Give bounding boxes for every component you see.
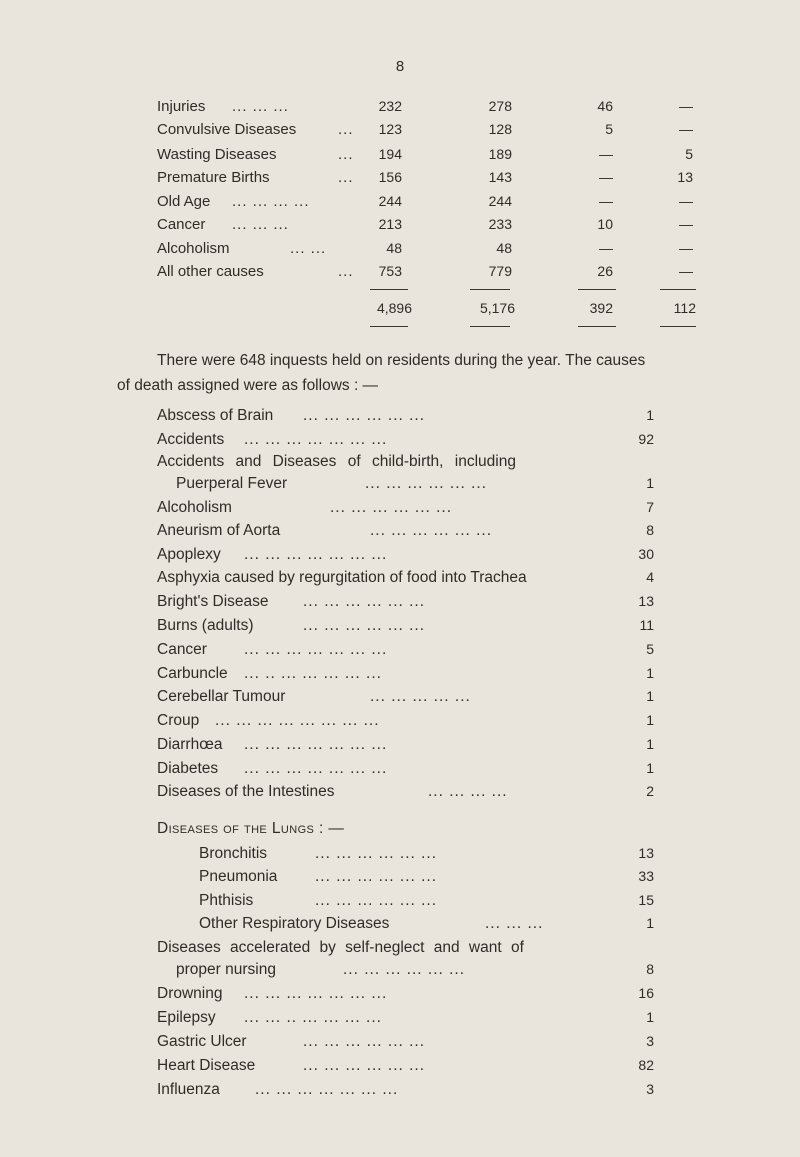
cause-count: 1 [646,712,654,728]
list-item [0,546,800,570]
list-item [0,475,800,499]
cause-count: 13 [638,845,654,861]
row-label: Premature Births [157,169,270,186]
cell: 213 [378,216,402,232]
list-item [0,783,800,807]
list-item [0,892,800,916]
total-cell: 112 [673,300,696,316]
cause-label: Bronchitis [199,845,268,862]
table-row [0,146,800,168]
cell: 156 [378,169,402,185]
cell: 244 [378,193,402,209]
total-rule [660,326,696,327]
table-row [0,263,800,285]
cell: 128 [488,121,512,137]
cause-count: 1 [646,736,654,752]
cause-label: Heart Disease [157,1057,256,1074]
leader-dots: ... ... ... ... ... ... [315,845,438,862]
cause-count: 1 [646,915,654,931]
list-item [0,688,800,712]
leader-dots: ... ... ... ... ... ... [303,617,426,634]
cell: 26 [597,263,613,279]
leader-dots: ... ... ... ... ... ... ... ... [215,712,380,729]
total-rule [660,289,696,290]
leader-dots: ... [338,263,354,280]
leader-dots: ... ... .. ... ... ... ... [244,1009,382,1026]
cause-label: Drowning [157,985,223,1002]
leader-dots: ... ... ... ... ... ... [303,407,426,424]
cause-label: Diseases accelerated by self-neglect and want of [157,939,524,956]
cause-count: 3 [646,1033,654,1049]
cause-count: 4 [646,569,654,585]
cause-label: Other Respiratory Diseases [199,915,390,932]
row-label: Injuries [157,98,206,115]
paragraph-line: of death assigned were as follows : — [117,377,379,394]
cause-label: Aneurism of Aorta [157,522,281,539]
list-item [0,1033,800,1057]
total-rule [470,289,510,290]
cause-count: 11 [639,617,654,633]
cause-count: 1 [646,665,654,681]
cause-label: Accidents [157,431,225,448]
cause-label: Bright's Disease [157,593,269,610]
cell: — [599,240,613,256]
cell: — [679,98,693,114]
table-row [0,98,800,120]
list-item [0,617,800,641]
row-label: Alcoholism [157,240,230,257]
cause-count: 1 [646,1009,654,1025]
list-item [0,915,800,939]
cell: — [679,240,693,256]
leader-dots: ... ... ... ... ... ... ... [244,760,388,777]
leader-dots: ... [338,146,354,163]
totals-row [0,300,800,322]
row-label: Convulsive Diseases [157,121,297,138]
list-item [0,736,800,760]
row-label: Cancer [157,216,206,233]
section-heading-lungs: Diseases of the Lungs : — [157,820,345,837]
table-row [0,216,800,238]
cell: 753 [378,263,402,279]
cell: 48 [496,240,512,256]
list-item [0,665,800,689]
total-rule [578,326,616,327]
cell: 10 [597,216,613,232]
cell: 779 [488,263,512,279]
total-rule [370,289,408,290]
table-row [0,169,800,191]
list-item [0,407,800,431]
cause-label: Cerebellar Tumour [157,688,286,705]
cause-count: 7 [646,499,654,515]
leader-dots: ... ... ... ... ... ... ... [244,546,388,563]
cause-label: Puerperal Fever [176,475,288,492]
cell: 48 [386,240,402,256]
paragraph-line: There were 648 inquests held on residents during the year. The causes [157,352,646,369]
leader-dots: ... ... ... ... ... ... [343,961,466,978]
cause-count: 15 [638,892,654,908]
table-row [0,193,800,215]
cause-count: 13 [638,593,654,609]
leader-dots: ... ... ... ... ... ... [365,475,488,492]
leader-dots: ... ... ... ... ... ... [370,522,493,539]
leader-dots: ... ... ... [485,915,544,932]
leader-dots: ... .. ... ... ... ... ... [244,665,382,682]
cause-label: Accidents and Diseases of child-birth, including [157,453,516,470]
row-label: All other causes [157,263,264,280]
total-rule [578,289,616,290]
list-item [0,961,800,985]
list-item [0,939,800,963]
cause-count: 5 [646,641,654,657]
cause-label: proper nursing [176,961,276,978]
cause-count: 8 [646,961,654,977]
cell: 189 [488,146,512,162]
leader-dots: ... ... ... ... ... ... [303,1033,426,1050]
cause-count: 3 [646,1081,654,1097]
list-item [0,641,800,665]
leader-dots: ... ... ... ... ... ... ... [255,1081,399,1098]
row-label: Wasting Diseases [157,146,277,163]
cell: 46 [597,98,613,114]
cause-count: 82 [638,1057,654,1073]
cause-label: Gastric Ulcer [157,1033,247,1050]
cause-count: 30 [638,546,654,562]
cause-label: Influenza [157,1081,220,1098]
list-item [0,845,800,869]
cell: 5 [685,146,693,162]
cause-count: 1 [646,475,654,491]
leader-dots: ... ... ... ... [428,783,508,800]
cause-count: 16 [638,985,654,1001]
list-item [0,868,800,892]
cause-label: Croup [157,712,200,729]
cell: — [599,193,613,209]
leader-dots: ... [338,121,354,138]
cell: — [599,169,613,185]
cause-label: Carbuncle [157,665,228,682]
cell: — [599,146,613,162]
list-item [0,1057,800,1081]
leader-dots: ... ... ... ... ... ... ... [244,985,388,1002]
cause-label: Diabetes [157,760,219,777]
cause-label: Apoplexy [157,546,221,563]
table-row [0,240,800,262]
cell: 143 [488,169,512,185]
cell: 278 [488,98,512,114]
table-row [0,121,800,143]
leader-dots: ... ... ... [232,98,289,115]
cell: 13 [677,169,693,185]
cell: — [679,263,693,279]
cell: — [679,121,693,137]
cell: 5 [605,121,613,137]
cause-count: 1 [646,688,654,704]
cause-count: 2 [646,783,654,799]
total-rule [470,326,510,327]
leader-dots: ... ... ... ... ... ... [303,1057,426,1074]
cause-count: 33 [638,868,654,884]
cause-count: 1 [646,760,654,776]
cell: — [679,193,693,209]
total-cell: 4,896 [376,300,412,316]
cell: 244 [488,193,512,209]
list-item [0,1009,800,1033]
cause-label: Diarrhœa [157,736,223,753]
list-item [0,569,800,593]
cause-count: 8 [646,522,654,538]
leader-dots: ... ... ... ... ... ... [330,499,453,516]
leader-dots: ... ... ... ... ... ... ... [244,736,388,753]
leader-dots: ... ... [290,240,327,257]
leader-dots: ... [338,169,354,186]
list-item [0,985,800,1009]
list-item [0,522,800,546]
cell: 123 [378,121,402,137]
list-item [0,760,800,784]
cause-label: Abscess of Brain [157,407,274,424]
total-cell: 5,176 [479,300,515,316]
cause-label: Diseases of the Intestines [157,783,335,800]
leader-dots: ... ... ... ... ... [370,688,471,705]
cause-label: Phthisis [199,892,254,909]
list-item [0,431,800,455]
leader-dots: ... ... ... [232,216,289,233]
cause-label: Alcoholism [157,499,232,516]
page-number: 8 [395,58,405,75]
total-rule [370,326,408,327]
cause-label: Epilepsy [157,1009,216,1026]
cell: 233 [488,216,512,232]
cause-label: Pneumonia [199,868,278,885]
total-cell: 392 [589,300,613,316]
cell: 232 [378,98,402,114]
leader-dots: ... ... ... ... ... ... [315,868,438,885]
cause-label: Burns (adults) [157,617,254,634]
cause-count: 92 [638,431,654,447]
list-item [0,1081,800,1105]
leader-dots: ... ... ... ... [232,193,310,210]
leader-dots: ... ... ... ... ... ... [303,593,426,610]
cell: — [679,216,693,232]
cause-count: 1 [646,407,654,423]
cause-label: Cancer [157,641,207,658]
leader-dots: ... ... ... ... ... ... ... [244,431,388,448]
list-item [0,712,800,736]
list-item [0,453,800,477]
row-label: Old Age [157,193,211,210]
leader-dots: ... ... ... ... ... ... [315,892,438,909]
cause-label: Asphyxia caused by regurgitation of food into Trachea [157,569,527,586]
cell: 194 [378,146,402,162]
list-item [0,593,800,617]
leader-dots: ... ... ... ... ... ... ... [244,641,388,658]
list-item [0,499,800,523]
